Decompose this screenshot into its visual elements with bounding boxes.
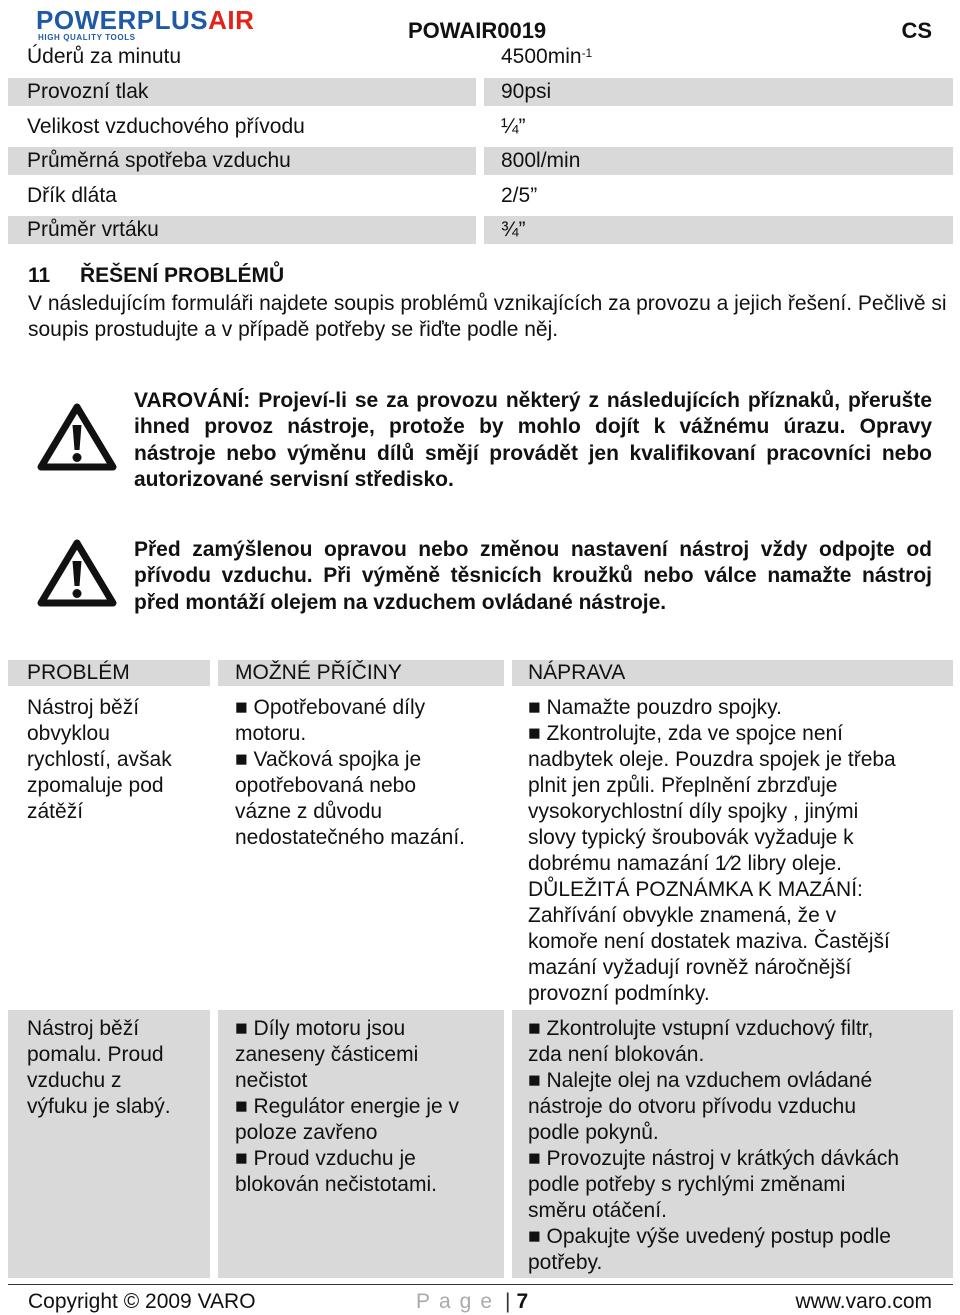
spec-row: [8, 216, 953, 244]
spec-value: ¼”: [501, 115, 526, 138]
footer-page-indicator: [416, 1290, 528, 1314]
footer-divider: [8, 1284, 953, 1285]
spec-row: [8, 182, 953, 210]
column-header-causes: MOŽNÉ PŘÍČINY: [218, 660, 504, 686]
logo-tagline: HIGH QUALITY TOOLS: [38, 33, 136, 42]
causes-cell: ■ Opotřebované díly motoru. ■ Vačková spojka je opotřebovaná nebo vázne z důvodu nedostatečného mazání.: [235, 696, 465, 849]
problem-cell: Nástroj běží pomalu. Proud vzduchu z výfuku je slabý.: [8, 1010, 210, 1278]
footer-copyright: Copyright © 2009 VARO: [28, 1290, 256, 1313]
spec-label: Průměrná spotřeba vzduchu: [8, 147, 476, 175]
troubleshooting-table: [8, 660, 953, 1278]
model-number: POWAIR0019: [408, 18, 547, 43]
warning-triangle-icon: [36, 401, 118, 473]
spec-label: Velikost vzduchového přívodu: [27, 115, 305, 138]
warning-text: VAROVÁNÍ: Projeví-li se za provozu některý z následujících příznaků, přerušte ihned provoz nástroje, protože by mohlo dojít k vážnému úrazu. Opravy nástroje nebo výměnu dílů smějí provádět jen kvalifikovaní pracovníci nebo autorizované servisní středisko.: [134, 389, 932, 491]
section-title: ŘEŠENÍ PROBLÉMŮ: [80, 264, 285, 287]
logo-wordmark: POWERPLUSAIR: [36, 5, 255, 35]
spec-value: 90psi: [484, 78, 953, 106]
spec-unit-exponent: -1: [581, 46, 593, 60]
spec-value: 800l/min: [484, 147, 953, 175]
column-header-problem: PROBLÉM: [8, 660, 210, 686]
causes-cell: ■ Díly motoru jsou zaneseny částicemi nečistot ■ Regulátor energie je v poloze zavřeno ■ Proud vzduchu je blokován nečistotami.: [218, 1010, 504, 1278]
language-code: CS: [901, 18, 932, 43]
spec-label: Dřík dláta: [27, 184, 117, 207]
spec-value: $4500\min^{-1}$: [501, 45, 593, 68]
section-intro: V následujícím formuláři najdete soupis problémů vznikajících za provozu a jejich řešení. Pečlivě si soupis prostudujte a v případě potřeby se řiďte podle něj.: [28, 292, 947, 341]
warning-triangle-icon: [36, 537, 118, 609]
spec-value: 2/5”: [501, 184, 538, 207]
section-heading: [28, 264, 284, 288]
footer-url: www.varo.com: [795, 1290, 932, 1313]
spec-row: [8, 78, 953, 106]
brand-logo: [36, 6, 276, 40]
spec-row: [8, 43, 953, 71]
remedy-cell: ■ Namažte pouzdro spojky. ■ Zkontrolujte, zda ve spojce není nadbytek oleje. Pouzdra spojek je třeba plnit jen způli. Přeplnění zbrzďuje vysokorychlostní díly spojky , jinými slovy typický šroubovák vyžaduje k dobrému namazání 1⁄2 libry oleje. DŮLEŽITÁ POZNÁMKA K MAZÁNÍ: Zahřívání obvykle znamená, že v komoře není dostatek maziva. Častější mazání vyžadují rovněž náročnější provozní podmínky.: [528, 696, 896, 1005]
spec-row: [8, 113, 953, 141]
page-word: Page: [416, 1290, 502, 1313]
column-header-remedy: NÁPRAVA: [512, 660, 953, 686]
remedy-cell: ■ Zkontrolujte vstupní vzduchový filtr, zda není blokován. ■ Nalejte olej na vzduchem ovládané nástroje do otvoru přívodu vzduchu podle pokynů. ■ Provozujte nástroj v krátkých dávkách podle potřeby s rychlými změnami směru otáčení. ■ Opakujte výše uvedený postup podle potřeby.: [512, 1010, 953, 1278]
spec-row: [8, 147, 953, 175]
page-number: 7: [516, 1290, 529, 1313]
section-number: 11: [28, 264, 51, 287]
spec-label: Úderů za minutu: [27, 45, 182, 68]
spec-label: Provozní tlak: [8, 78, 476, 106]
spec-value: ¾”: [484, 216, 953, 244]
spec-label: Průměr vrtáku: [8, 216, 476, 244]
page-separator: |: [505, 1290, 511, 1313]
caution-text: Před zamýšlenou opravou nebo změnou nastavení nástroj vždy odpojte od přívodu vzduchu. Při výměně těsnicích kroužků nebo válce namažte nástroj před montáží olejem na vzduchem ovládané nástroje.: [134, 538, 932, 614]
problem-cell: Nástroj běží obvyklou rychlostí, avšak zpomaluje pod zátěží: [27, 696, 172, 823]
